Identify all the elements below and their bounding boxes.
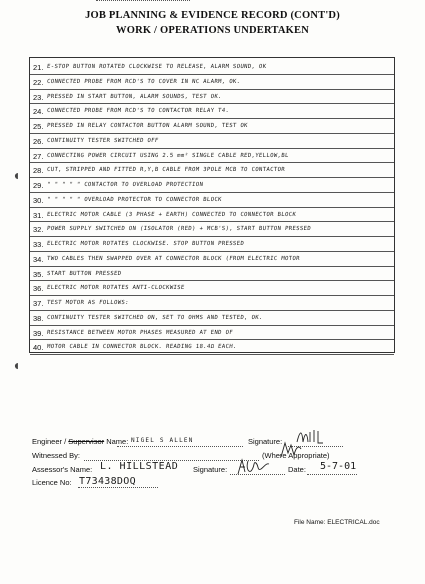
table-row — [30, 222, 394, 237]
table-row — [30, 296, 394, 311]
engineer-name-line — [117, 446, 243, 447]
row-text: " " " " " OVERLOAD PROTECTOR TO CONNECTOR BLOCK — [46, 196, 223, 203]
punch-hole-mark: ◖ — [12, 357, 21, 373]
row-number: 32. — [33, 225, 44, 235]
row-number: 30. — [33, 195, 44, 205]
table-row — [30, 326, 394, 341]
engineer-name: NIGEL S ALLEN — [131, 437, 194, 444]
row-number: 39. — [33, 328, 44, 338]
row-text: ELECTRIC MOTOR ROTATES ANTI-CLOCKWISE — [46, 285, 185, 292]
row-text: " " " " " CONTACTOR TO OVERLOAD PROTECTION — [46, 182, 204, 188]
row-text: MOTOR CABLE IN CONNECTOR BLOCK. READING 18.4Ω EACH. — [46, 344, 237, 351]
engineer-label: Engineer / Supervisor Name: — [32, 437, 129, 446]
row-text: RESISTANCE BETWEEN MOTOR PHASES MEASURED AT END OF — [46, 329, 234, 336]
document-title: JOB PLANNING & EVIDENCE RECORD (CONT'D) — [85, 10, 340, 21]
table-row — [30, 267, 394, 282]
row-text: PRESSED IN START BUTTON, ALARM SOUNDS, TEST OK. — [46, 93, 223, 100]
table-row — [30, 90, 394, 105]
row-text: ELECTRIC MOTOR ROTATES CLOCKWISE. STOP BUTTON PRESSED — [46, 241, 245, 247]
row-number: 31. — [33, 210, 44, 220]
assessor-signature-label: Signature: — [193, 465, 228, 474]
table-row — [30, 163, 394, 178]
table-row — [30, 281, 394, 296]
witnessed-label: Witnessed By: — [32, 451, 80, 460]
row-number: 33. — [33, 240, 44, 249]
date-value: 5-7-01 — [320, 461, 357, 472]
witness-signature — [278, 439, 304, 461]
row-text: TWO CABLES THEN SWAPPED OVER AT CONNECTOR BLOCK (FROM ELECTRIC MOTOR — [46, 255, 301, 262]
punch-hole-mark: ◖ — [12, 167, 21, 183]
table-row — [30, 134, 394, 149]
row-number: 26. — [33, 136, 44, 146]
row-number: 37. — [33, 299, 44, 308]
table-row — [30, 311, 394, 326]
assessor-signature — [236, 457, 274, 477]
row-number: 29. — [33, 181, 44, 190]
row-number: 40. — [33, 343, 44, 353]
assessor-label: Assessor's Name: — [32, 465, 93, 474]
row-number: 21. — [33, 63, 44, 72]
row-text: TEST MOTOR AS FOLLOWS: — [46, 300, 130, 306]
row-text: ELECTRIC MOTOR CABLE (3 PHASE + EARTH) CONNECTED TO CONNECTOR BLOCK — [46, 211, 297, 218]
row-number: 25. — [33, 122, 44, 131]
table-row — [30, 237, 394, 252]
licence-value: T73438DOQ — [79, 476, 136, 487]
row-text: CUT, STRIPPED AND FITTED R,Y,B CABLE FROM 3POLE MCB TO CONTACTOR — [46, 167, 286, 174]
table-row — [30, 178, 394, 193]
row-number: 36. — [33, 284, 44, 294]
table-row — [30, 119, 394, 134]
file-name: File Name: ELECTRICAL.doc — [294, 519, 380, 526]
table-row — [30, 340, 394, 355]
document-subtitle: WORK / OPERATIONS UNDERTAKEN — [116, 25, 309, 36]
assessor-name: L. HILLSTEAD — [100, 461, 179, 472]
row-text: CONTINUITY TESTER SWITCHED ON, SET TO OHMS AND TESTED, OK. — [46, 314, 263, 321]
operations-table — [29, 57, 395, 353]
where-appropriate-label: (Where Appropriate) — [262, 451, 330, 460]
row-text: E-STOP BUTTON ROTATED CLOCKWISE TO RELEASE, ALARM SOUND, OK — [46, 64, 267, 70]
table-row — [30, 75, 394, 90]
engineer-signature-label: Signature: — [248, 437, 283, 446]
row-text: START BUTTON PRESSED — [46, 270, 122, 277]
assessor-name-line — [96, 0, 190, 1]
row-number: 35. — [33, 269, 44, 279]
row-number: 28. — [33, 166, 44, 176]
row-number: 34. — [33, 254, 44, 264]
date-label: Date: — [288, 465, 306, 474]
date-line — [307, 474, 357, 475]
table-row — [30, 193, 394, 208]
row-number: 23. — [33, 92, 44, 102]
row-text: CONNECTED PROBE FROM RCD'S TO COVER IN NC ALARM, OK. — [46, 78, 241, 85]
table-row — [30, 60, 394, 75]
row-number: 27. — [33, 151, 44, 161]
table-row — [30, 252, 394, 267]
row-text: CONNECTING POWER CIRCUIT USING 2.5 mm² SINGLE CABLE RED,YELLOW,BL — [46, 152, 289, 159]
row-number: 24. — [33, 107, 44, 117]
licence-label: Licence No: — [32, 478, 72, 487]
licence-line — [78, 487, 158, 488]
row-text: CONTINUITY TESTER SWITCHED OFF — [46, 137, 159, 144]
row-number: 22. — [33, 77, 44, 87]
row-text: POWER SUPPLY SWITCHED ON (ISOLATOR (RED) + MCB'S), START BUTTON PRESSED — [46, 226, 312, 233]
table-row — [30, 104, 394, 119]
table-row — [30, 149, 394, 164]
row-number: 38. — [33, 313, 44, 323]
row-text: PRESSED IN RELAY CONTACTOR BUTTON ALARM SOUND, TEST OK — [46, 123, 249, 129]
table-row — [30, 208, 394, 223]
row-text: CONNECTED PROBE FROM RCD'S TO CONTACTOR RELAY T4. — [46, 108, 230, 115]
